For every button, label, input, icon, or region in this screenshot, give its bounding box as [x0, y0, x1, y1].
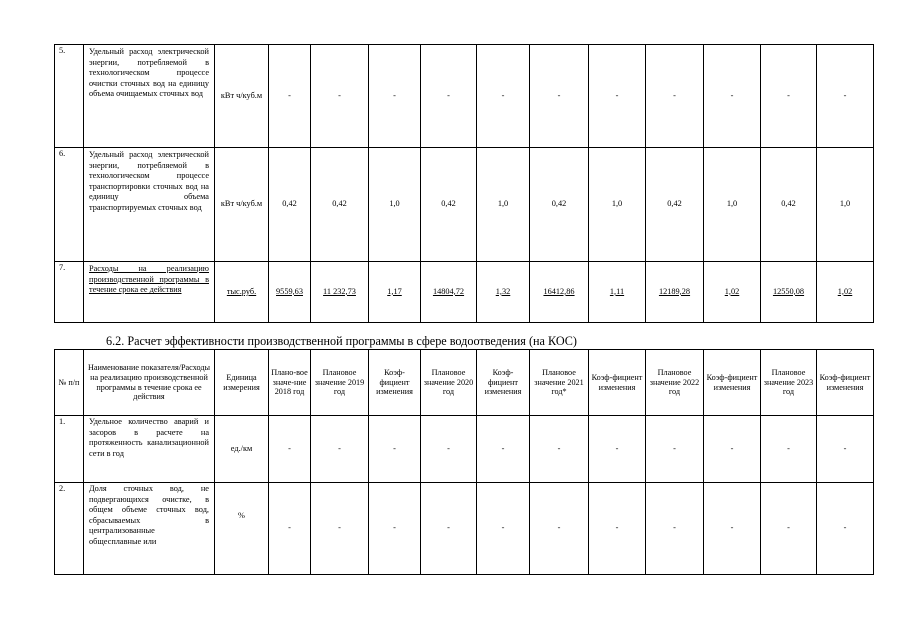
row-number: 1.: [55, 416, 84, 483]
value-cell: 9559,63: [269, 262, 311, 323]
header-indicator: Наименование показателя/Расходы на реализацию производственной программы в течение срока ее действия: [84, 350, 215, 416]
indicators-table-continued: [54, 44, 874, 323]
value-cell: 0,42: [311, 148, 369, 262]
unit-cell: %: [215, 483, 269, 575]
table-row: [55, 262, 874, 323]
row-number: 7.: [55, 262, 84, 323]
value-cell: -: [311, 416, 369, 483]
indicator-name: Удельный расход электрической энергии, потребляемой в технологическом процессе транспортировки сточных вод на единицу объема транспортируемых сточных вод: [84, 148, 215, 262]
value-cell: 0,42: [530, 148, 589, 262]
value-cell: -: [530, 483, 589, 575]
indicator-name: Расходы на реализацию производственной программы в течение срока ее действия: [84, 262, 215, 323]
value-cell: 0,42: [421, 148, 477, 262]
value-cell: -: [704, 45, 761, 148]
row-number: 5.: [55, 45, 84, 148]
value-cell: -: [704, 483, 761, 575]
value-cell: -: [589, 45, 646, 148]
value-cell: -: [477, 416, 530, 483]
value-cell: 1,32: [477, 262, 530, 323]
value-cell: -: [704, 416, 761, 483]
table-row: [55, 483, 874, 575]
header-plan-2018: Плано-вое значе-ние 2018 год: [269, 350, 311, 416]
value-cell: -: [817, 416, 874, 483]
header-unit: Единица измерения: [215, 350, 269, 416]
header-coef: Коэф-фициент изменения: [817, 350, 874, 416]
value-cell: -: [817, 45, 874, 148]
value-cell: 1,0: [704, 148, 761, 262]
value-cell: -: [369, 416, 421, 483]
value-cell: -: [477, 483, 530, 575]
header-number: № п/п: [55, 350, 84, 416]
value-cell: -: [421, 416, 477, 483]
value-cell: -: [817, 483, 874, 575]
unit-cell: кВт ч/куб.м: [215, 45, 269, 148]
value-cell: -: [269, 416, 311, 483]
header-coef: Коэф-фициент изменения: [477, 350, 530, 416]
value-cell: 1,0: [817, 148, 874, 262]
indicator-name: Доля сточных вод, не подвергающихся очистке, в общем объеме сточных вод, сбрасываемых в централизованные общесплавные или: [84, 483, 215, 575]
indicator-name: Удельный расход электрической энергии, потребляемой в технологическом процессе очистки сточных вод на единицу объема очищаемых сточных вод: [84, 45, 215, 148]
value-cell: -: [589, 483, 646, 575]
unit-cell: тыс.руб.: [215, 262, 269, 323]
value-cell: -: [761, 483, 817, 575]
value-cell: -: [589, 416, 646, 483]
header-plan-2020: Плановое значение 2020 год: [421, 350, 477, 416]
value-cell: -: [477, 45, 530, 148]
value-cell: -: [761, 45, 817, 148]
value-cell: 14804,72: [421, 262, 477, 323]
value-cell: 1,0: [589, 148, 646, 262]
header-coef: Коэф-фициент изменения: [589, 350, 646, 416]
value-cell: 1,11: [589, 262, 646, 323]
indicator-name: Удельное количество аварий и засоров в расчете на протяженность канализационной сети в год: [84, 416, 215, 483]
header-plan-2021: Плановое значение 2021 год*: [530, 350, 589, 416]
section-title: 6.2. Расчет эффективности производственной программы в сфере водоотведения (на КОС): [106, 334, 577, 348]
value-cell: 1,02: [704, 262, 761, 323]
header-coef: Коэф-фициент изменения: [704, 350, 761, 416]
value-cell: -: [421, 45, 477, 148]
value-cell: 11 232,73: [311, 262, 369, 323]
value-cell: 12189,28: [646, 262, 704, 323]
table-row: [55, 416, 874, 483]
value-cell: -: [369, 45, 421, 148]
value-cell: 1,17: [369, 262, 421, 323]
value-cell: 16412,86: [530, 262, 589, 323]
value-cell: 12550,08: [761, 262, 817, 323]
value-cell: -: [421, 483, 477, 575]
table-row: [55, 148, 874, 262]
row-number: 6.: [55, 148, 84, 262]
value-cell: -: [646, 483, 704, 575]
value-cell: 0,42: [761, 148, 817, 262]
value-cell: 1,0: [477, 148, 530, 262]
value-cell: -: [369, 483, 421, 575]
unit-cell: кВт ч/куб.м: [215, 148, 269, 262]
value-cell: -: [311, 483, 369, 575]
value-cell: 1,0: [369, 148, 421, 262]
value-cell: -: [646, 416, 704, 483]
value-cell: 0,42: [269, 148, 311, 262]
value-cell: -: [761, 416, 817, 483]
row-number: 2.: [55, 483, 84, 575]
value-cell: -: [530, 45, 589, 148]
header-plan-2019: Плановое значение 2019 год: [311, 350, 369, 416]
value-cell: -: [269, 483, 311, 575]
value-cell: 1,02: [817, 262, 874, 323]
header-coef: Коэф-фициент изменения: [369, 350, 421, 416]
value-cell: -: [311, 45, 369, 148]
value-cell: -: [646, 45, 704, 148]
table-header-row: [55, 350, 874, 416]
header-plan-2022: Плановое значение 2022 год: [646, 350, 704, 416]
header-plan-2023: Плановое значение 2023 год: [761, 350, 817, 416]
table-row: [55, 45, 874, 148]
efficiency-table: [54, 349, 874, 575]
unit-cell: ед./км: [215, 416, 269, 483]
value-cell: -: [269, 45, 311, 148]
value-cell: -: [530, 416, 589, 483]
value-cell: 0,42: [646, 148, 704, 262]
